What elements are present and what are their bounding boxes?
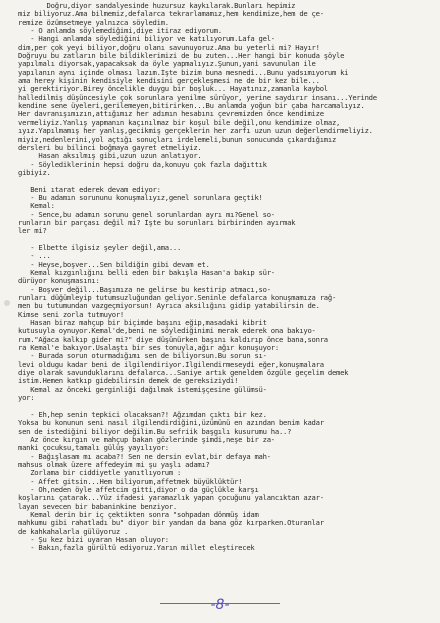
text-line: yi gerektiriyor.Birey öncelikle duygu bir boşluk... Hayatınız,zamanla kaybol bbox=[18, 85, 328, 94]
text-line: Doğru,diyor sandalyesinde huzursuz kaykılarak.Bunları hepimiz bbox=[18, 2, 296, 10]
text-line: dim,per çok yeyi biliyor,doğru olanı savunuyoruz.Ama bu yeterli mi? Hayır! bbox=[18, 43, 320, 52]
text-line: - Affet gitsin...Hem biliyorum,affetmek büyüklüktür! bbox=[18, 477, 243, 486]
text-line: Yoksa bu konunun seni nasıl ilgilendirdiğini,üzümünü en azından benim kadar bbox=[18, 419, 324, 428]
text-line: - Elbette ilgisiz şeyler değil,ama... bbox=[18, 243, 182, 252]
text-line: yapılmalı diyorsak,yapacaksak da öyle yapmalıyız.Şunun,yani savunulan ile bbox=[18, 60, 316, 69]
text-line: diye olarak savunduklarını defalarca...Saniye artık geneldem özgüle geçelim demek bbox=[18, 369, 349, 378]
text-line: istim.Hemen katkıp gidebilirsin demek de gereksiziydi! bbox=[18, 377, 239, 386]
text-line: layan sevecen bir babaninkine benziyor. bbox=[18, 502, 178, 511]
text-line: men bu tutumundan vazgeçmiyorsun! Ayrıca aksilığını gidip yatabilirsin de. bbox=[18, 302, 320, 311]
typed-text-body bbox=[18, 2, 432, 553]
text-line: Hasan aksılmış gibi,uzun uzun anlatıyor. bbox=[18, 152, 202, 161]
text-line: mahsus olmak üzere affedeyim mi şu yaşlı adamı? bbox=[18, 460, 210, 469]
page-footer bbox=[0, 594, 440, 613]
text-line: - O anlamda söylemediğimi,diye itiraz ediyorum. bbox=[18, 27, 222, 36]
text-line bbox=[18, 403, 432, 411]
text-line: miz biliyoruz.Ama bilmemiz,defalarca tekrarlamamız,hem kendimize,hem de çe- bbox=[18, 10, 324, 19]
text-line: remize özümsetmeye yalnızca söyledim. bbox=[18, 18, 169, 27]
text-line: Kimse seni zorla tutmuyor! bbox=[18, 310, 125, 319]
text-line: halledilmiş düşüncesiyle çok sorunlara yenilme sürüyor, yerine saydırır insanı...Yerinde bbox=[18, 93, 377, 102]
text-line: manki çocuksu,tamalı gülüş yayılıyor: bbox=[18, 444, 169, 453]
text-line: - Bakın,fazla gürültü ediyoruz.Yarın millet eleştirecek bbox=[18, 544, 255, 553]
text-line: Kemal derin bir iç çektikten sonra "sohpadan dönmüş idam bbox=[18, 510, 259, 519]
text-line: - Hangi anlamda söylediğini biliyor ve katılıyorum.Lafa gel- bbox=[18, 35, 275, 44]
text-line: - Burada sorun oturmadığımı sen de biliyorsun.Bu sorun sı- bbox=[18, 352, 267, 361]
text-line: runları düğümleyip tutumsuzluğundan geliyor.Seninle defalarca konuşmamıza rağ- bbox=[18, 294, 337, 303]
text-line: - Heyse,boşver...Sen bildiğin gibi devam et. bbox=[18, 260, 210, 269]
text-line: ama herey kişinin kendisiyle kendisini gerçekleşmesi ne de bir kez bile... bbox=[18, 77, 320, 86]
text-line: Zorlama bir ciddiyetle yanıtlıyorum : bbox=[18, 469, 182, 478]
text-line: miyiz,nedenlerini,yol açtığı sonuçları irdelemeli,bunun sonucunda çıkardığımız bbox=[18, 135, 337, 144]
text-line: - Bağışlasam mı acaba?! Sen ne dersin evlat,bir defaya mah- bbox=[18, 452, 271, 461]
text-line: dürüyor konuşmasını: bbox=[18, 277, 100, 286]
text-line: - Bu adamın sorununu konuşmalıyız,genel sorunlara geçtik! bbox=[18, 193, 263, 202]
text-line: Hasan biraz mahçup bir biçimde başını eğip,masadaki kibrit bbox=[18, 319, 267, 328]
text-line: ra Kemal'e bakıyor.Usalaştı bir ses tonuyla,ağır ağır konuşuyor: bbox=[18, 344, 279, 353]
text-line: yapılanın aynı içinde olması lazım.İşte bizim buna mesnedi...Bunu yadsımıyorum ki bbox=[18, 68, 349, 77]
paper-spot bbox=[4, 300, 10, 306]
text-line: - ... bbox=[18, 252, 51, 261]
text-line: kutusuyla oynuyor.Kemal'de,beni ne söylediğinimi merak ederek ona bakıyo- bbox=[18, 327, 316, 336]
text-line: - Eh,hep senin tepkici olacaksan?! Ağzımdan çıktı bir kez. bbox=[18, 410, 267, 419]
text-line bbox=[18, 177, 432, 185]
text-line: ıyız.Yapılmamış her yanlış,gecikmiş gerçeklerin her zarfı uzun uzun değerlendirmeliyiz. bbox=[18, 127, 373, 136]
text-line bbox=[18, 236, 432, 244]
text-line: ler mi? bbox=[18, 227, 47, 236]
text-line: - Söylediklerinin hepsi doğru da,konuyu çok fazla dağıttık bbox=[18, 160, 267, 169]
text-line: - Sence,bu adamın sorunu genel sorunlardan ayrı mı?Genel so- bbox=[18, 210, 275, 219]
text-line: levi oldugu kadar beni de ilgilendiriyor.İlgilendirmeseydi eğer,konuşmalara bbox=[18, 360, 324, 369]
text-line: - Şu kez bizi uyaran Hasan oluyor: bbox=[18, 536, 169, 544]
text-line: Her davranışımızın,attığımız her adımın hesabını çevremizden önce kendimize bbox=[18, 110, 324, 119]
text-line: runların bir parçası değil mi? İşte bu sorunları birbirinden ayırmak bbox=[18, 218, 296, 227]
text-line: Kemal: bbox=[18, 202, 55, 211]
text-line: Kemal az önceki gerginliği dağılmak istemişçesine gülümsü- bbox=[18, 385, 267, 394]
text-line: de kahkahalarla gülüyoruz . bbox=[18, 527, 129, 536]
page-number: -8- bbox=[210, 597, 230, 613]
text-line: dersleri bu bilinci boğmaya gayret etmeliyiz. bbox=[18, 143, 202, 152]
text-line: Kemal kızgınlığını belli eden bir bakışla Hasan'a bakıp sür- bbox=[18, 269, 275, 277]
text-line: - Oh,neden öyle affetcim gitti,diyor o da güçlükle karşı bbox=[18, 485, 259, 494]
text-line: Az önce kırgın ve mahçup bakan gözlerinde şimdi,neşe bir za- bbox=[18, 435, 275, 444]
text-line: Beni ıtarat ederek devam ediyor: bbox=[18, 185, 161, 194]
text-line: - Boşver değil...Başımıza ne gelirse bu kestirip atmacı,so- bbox=[18, 285, 271, 294]
text-line: kendine sene üyeleri,gerilemeyen,bitirirken...Bu anlamda yoğun bir çaba harcamalıyız. bbox=[18, 102, 365, 111]
text-line: sen de istediğini biliyor değilim.Bu sefriik başgılı kusurumu ha..? bbox=[18, 427, 292, 436]
text-line: yor: bbox=[18, 394, 35, 403]
text-line: rum."Ağaca kalkıp gider mi?" diye düşünürken başını kaldırıp önce bana,sonra bbox=[18, 335, 328, 344]
text-line: gibiyiz. bbox=[18, 168, 51, 177]
text-line: mahkumu gibi rahatladı bu" diyor bir yandan da bana göz kırparken.Oturanlar bbox=[18, 519, 324, 528]
text-line: Doğruyu bu zatların bile bildiklerimizi de bu zuten...Her hangi bir konuda şöyle bbox=[18, 52, 345, 61]
text-line: koşlarını çatarak...Yüz ifadesi yaramazlık yapan çocuğunu yalancıktan azar- bbox=[18, 494, 324, 503]
text-line: vermeliyiz.Yanlış yapmanın kaçınılmaz bir koşul bile değil,onu kendimize olmaz, bbox=[18, 118, 341, 127]
